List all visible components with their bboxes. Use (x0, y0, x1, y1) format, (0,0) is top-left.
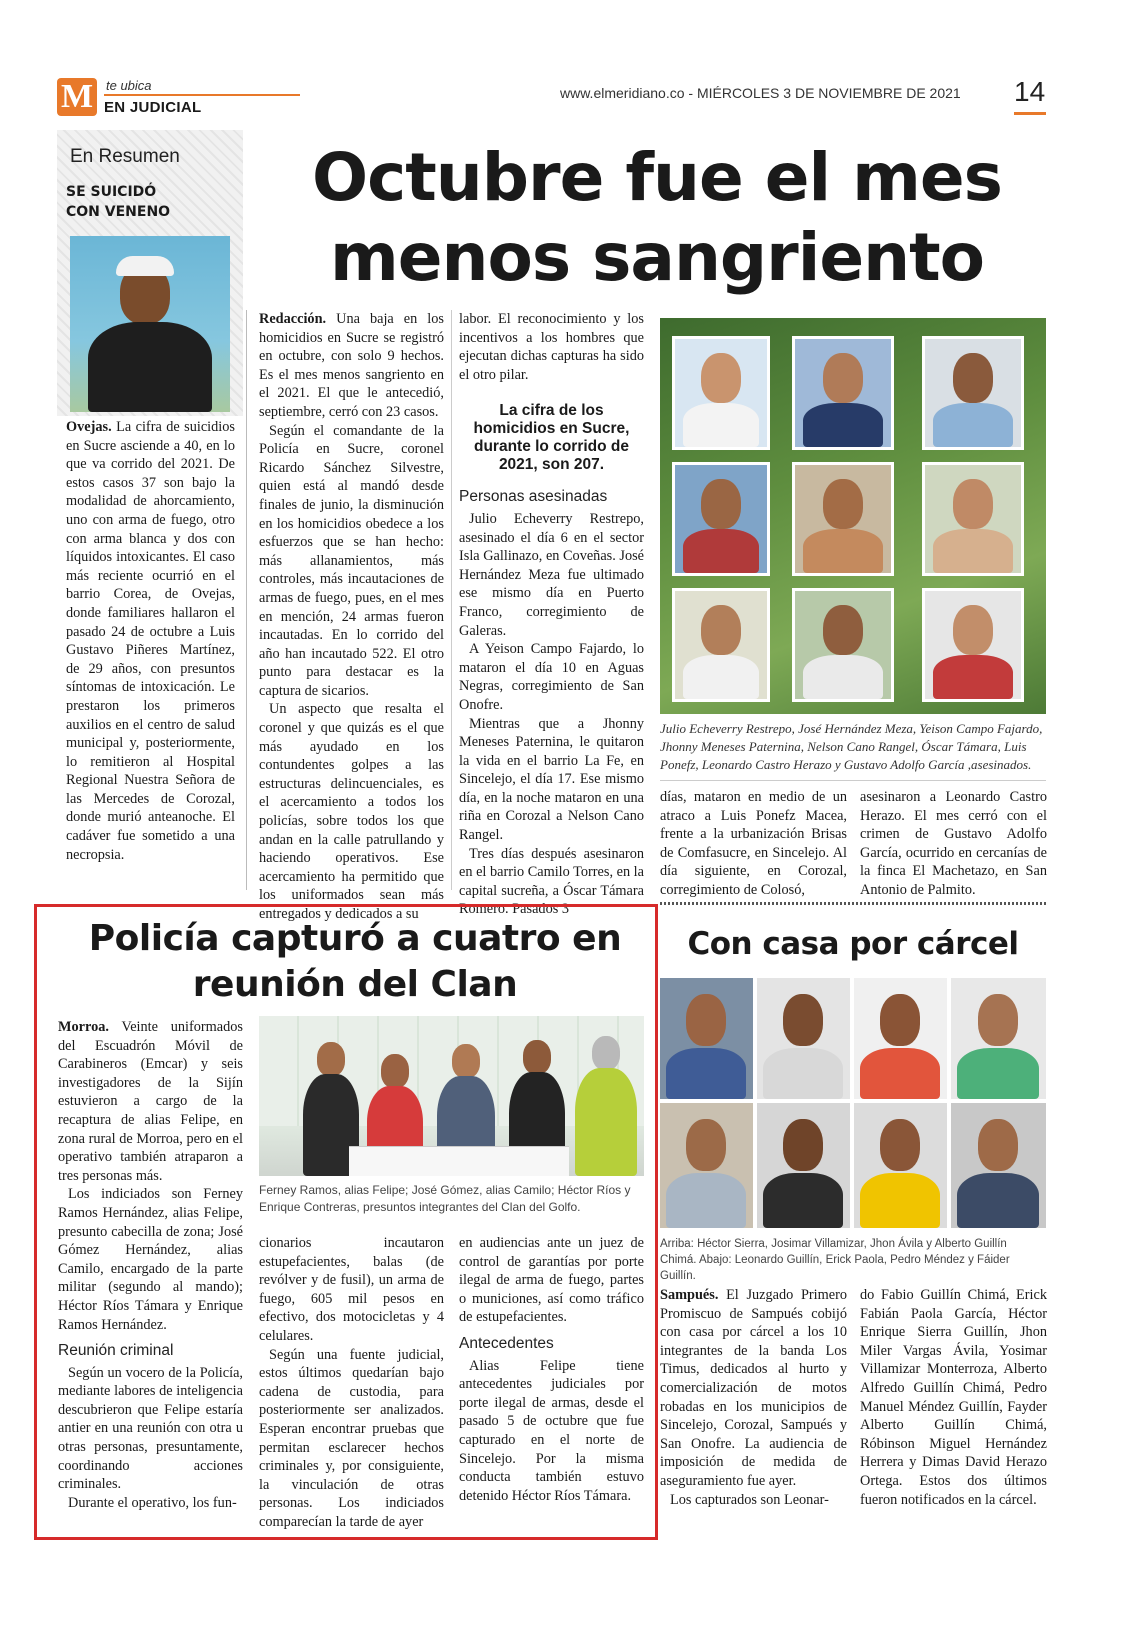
victim-photo (792, 462, 894, 576)
clan-col2-p1: cionarios incautaron estupefacientes, balas (de revólver y de fusil), un arma de fuego, 605 mil pesos en efectivo, dos motocicletas y 4 celulares. (259, 1235, 444, 1344)
victim-photo (922, 462, 1024, 576)
casa-caption: Arriba: Héctor Sierra, Josimar Villamizar, Jhon Ávila y Alberto Guillín Chimá. Abajo: Leonardo Guillín, Erick Paola, Pedro Méndez y Fáider Guillín. (660, 1238, 1010, 1282)
victim-photo (922, 336, 1024, 450)
clan-col3 (459, 1234, 644, 1505)
victims-caption: Julio Echeverry Restrepo, José Hernández Meza, Yeison Campo Fajardo, Jhonny Meneses Paternina, Nelson Cano Rangel, Óscar Támara, Luis Ponefz, Leonardo Castro Herazo y Gustavo Adolfo García ,asesinados. (660, 721, 1043, 772)
sidebar-lead: Ovejas. (66, 419, 112, 435)
main-col2-p5: Tres días después asesinaron en el barrio Camilo Torres, en la capital sucreña, a Óscar Támara Romero. Pasados 3 (459, 845, 644, 918)
victim-photo (672, 336, 770, 450)
clan-col1 (58, 1018, 243, 1512)
caption-rule (660, 780, 1046, 781)
victim-photo (792, 588, 894, 702)
victim-photo (792, 336, 894, 450)
section-separator (660, 902, 1046, 905)
clan-col1-p1: Veinte uniformados del Escuadrón Móvil de Carabineros (Emcar) y seis investigadores de la Sijín estuvieron a cargo de la recaptura de alias Felipe, en zona rural de Morroa, pero en el operativo también atraparon a tres personas más. (58, 1019, 243, 1184)
clan-caption: Ferney Ramos, alias Felipe; José Gómez, alias Camilo; Héctor Ríos y Enrique Contreras, presuntos integrantes del Clan del Golfo. (259, 1183, 631, 1214)
main-col2-p2: Julio Echeverry Restrepo, asesinado el día 6 en el sector Isla Gallinazo, en Coveñas. José Hernández Meza fue ultimado ese mismo día en Puerto Franco, corregimiento de Galeras. (459, 510, 645, 639)
cap (116, 256, 174, 276)
sidebar-title: En Resumen (70, 146, 180, 167)
main-col3 (660, 788, 847, 900)
main-headline: Octubre fue el mes menos sangriento (312, 139, 1002, 296)
main-col4 (860, 788, 1047, 900)
person-shirt (88, 322, 212, 412)
casa-headline: Con casa por cárcel (687, 926, 1019, 962)
casa-col2-text: do Fabio Guillín Chimá, Erick Fabián Paola García, Héctor Enrique Sierra Guillín, Jhon Miler Vargas Ávila, Yosimar Villamizar Monterroza, Alberto Alfredo Guillín Chimá, Pedro Manuel Méndez Guillín, Fayder Alberto Guillín Chimá, Róbinson Miguel Hernández Herrera y Dimas David Herazo Ortega. Estos dos últimos fueron notificados en la cárcel. (860, 1287, 1047, 1508)
main-col1 (259, 310, 444, 924)
subhead-personas: Personas asesinadas (459, 488, 608, 506)
clan-col1-p3: Según un vocero de la Policía, mediante labores de inteligencia descubrieron que Felipe estaría antier en una reunión con otra u otras personas, presuntamente, coordinando acciones criminales. (58, 1364, 243, 1493)
clan-lead: Morroa. (58, 1019, 109, 1035)
police-officer (575, 1036, 637, 1176)
victim-photo (922, 588, 1024, 702)
clan-col3-p2: Alias Felipe tiene antecedentes judiciales por porte ilegal de armas, desde el pasado 5 de octubre que fue capturado en el norte de Sincelejo. Por la misma conducta también estuvo detenido Héctor Ríos Támara. (459, 1357, 644, 1504)
clan-headline: Policía capturó a cuatro en reunión del Clan (88, 918, 622, 1005)
main-col1-p1: Una baja en los homicidios en Sucre se registró en octubre, con solo 9 hechos. Es el mes menos sangriento en el 2021. El que le antecedió, septiembre, cerró con 23 casos. (259, 311, 444, 420)
subhead-reunion: Reunión criminal (58, 1342, 174, 1360)
page-number-rule (1014, 112, 1046, 115)
sidebar-body: La cifra de suicidios en Sucre asciende a 40, en lo que va corrido del 2021. De estos casos 37 son bajo la modalidad de ahorcamiento, uno con arma de fuego, otro con arma blanca y dos con líquidos intoxicantes. El caso más reciente ocurrió en el barrio Corea, de Ovejas, donde familiares hallaron el pasado 24 de octubre a Luis Gustavo Piñeres Martínez, de 29 años, con presuntos síntomas de intoxicación. Le prestaron los primeros auxilios en el centro de salud municipal y, posteriormente, lo remitieron al Hospital Regional Nuestra Señora de las Mercedes de Corozal, donde murió anteanoche. El cadáver fue sometido a una necropsia. (66, 419, 235, 863)
site-date: www.elmeridiano.co - MIÉRCOLES 3 DE NOVIEMBRE DE 2021 (560, 85, 961, 101)
casa-photo-grid (660, 978, 1046, 1228)
mugshot (660, 978, 753, 1099)
clan-photo (259, 1016, 644, 1176)
main-col2-p3: A Yeison Campo Fajardo, lo mataron el día 10 en Aguas Negras, corregimiento de San Onofre. (459, 641, 644, 713)
section-label: EN JUDICIAL (104, 99, 202, 116)
mugshot (660, 1103, 753, 1228)
clan-col2-p2: Según una fuente judicial, estos últimos quedarían bajo cadena de custodia, para posteriormente ser analizados. Esperan encontrar pruebas que permitan esclarecer hechos criminales y, por consiguiente, la vinculación de otras personas. Los indiciados comparecían la tarde de ayer (259, 1346, 444, 1530)
main-col3-text: días, mataron en medio de un atraco a Luis Ponefz Macea, frente a la urbanización Brisas de Comfasucre, en Sincelejo. Al día siguiente, en Corozal, corregimiento de Colosó, (660, 789, 847, 898)
logo-letter: M (60, 78, 94, 115)
victims-photo-collage (660, 318, 1046, 714)
casa-col1 (660, 1286, 847, 1509)
mugshot (951, 978, 1046, 1099)
subhead-antecedentes: Antecedentes (459, 1334, 554, 1352)
main-col2-p1: labor. El reconocimiento y los incentivos a los hombres que ejecutan dichas capturas ha sido el otro pilar. (459, 311, 644, 383)
mugshot (854, 978, 947, 1099)
logo (57, 78, 97, 116)
sidebar-divider (246, 310, 247, 890)
main-col4-text: asesinaron a Leonardo Castro Herazo. El mes cerró con el crimen de Gustavo Adolfo García, ocurrido en cercanías de la finca El Machetazo, en San Antonio de Palmito. (860, 789, 1047, 898)
casa-col2 (860, 1286, 1047, 1509)
casa-col1-p1: El Juzgado Primero Promiscuo de Sampués cobijó con casa por cárcel a los 10 integrantes de la banda Los Timus, dedicados al hurto y comercialización de motos robadas en los municipios de Sincelejo, Corozal, Sampués y San Onofre. La audiencia de imposición de medida de aseguramiento fue ayer. (660, 1287, 848, 1489)
clan-col1-p4: Durante el operativo, los fun- (68, 1494, 237, 1511)
evidence-table (349, 1146, 569, 1176)
victim-photo (672, 588, 770, 702)
main-col2-p4: Mientras que a Jhonny Meneses Paternina, le quitaron la vida en el barrio La Fe, en Sincelejo, el día 17. Ese mismo día, en la noche mataron en una riña en Corozal a Nelson Cano Rangel. (459, 715, 644, 844)
main-lead: Redacción. (259, 311, 327, 327)
section-small: te ubica (106, 78, 152, 93)
col-divider (451, 310, 452, 890)
main-col1-p2: Según el comandante de la Policía en Sucre, coronel Ricardo Sánchez Silvestre, quien está al mandó desde finales de junio, la disminución en los homicidios obedece a los esfuerzos que se han hecho: más allanamientos, más controles, más incautaciones de armas de fuego, pues, en el mes en mención, 24 armas fueron incautadas. En lo corrido del año han incautado 522. El otro punto para destacar es la captura de sicarios. (259, 422, 444, 699)
mugshot (951, 1103, 1046, 1228)
sidebar-headline: SE SUICIDÓ CON VENENO (66, 184, 171, 220)
mugshot (854, 1103, 947, 1228)
mugshot (757, 978, 850, 1099)
clan-col3-p1: en audiencias ante un juez de control de garantías por porte ilegal de arma de fuego, partes o municiones, así como tráfico de estupefacientes. (459, 1235, 644, 1326)
casa-col1-p2: Los capturados son Leonar- (670, 1491, 829, 1508)
victim-photo (672, 462, 770, 576)
casa-lead: Sampués. (660, 1287, 719, 1303)
sidebar-photo (70, 236, 230, 412)
mugshot (757, 1103, 850, 1228)
main-col1-p3: Un aspecto que resalta el coronel y que quizás es el que más ayudado en los contundentes golpes a las estructuras delincuenciales, es el acercamiento a todos los policías, sobre todos los que andan en la calle patrullando y haciendo operativos. Ese acercamiento ha permitido que los uniformados sean más entregados y dedicados a su (259, 701, 444, 922)
clan-col2 (259, 1234, 444, 1532)
main-col2 (459, 310, 644, 919)
pullquote: La cifra de los homicidios en Sucre, durante lo corrido de 2021, son 207. (473, 402, 630, 474)
section-rule (104, 94, 300, 96)
clan-col1-p2: Los indiciados son Ferney Ramos Hernández, alias Felipe, presunto cabecilla de zona; José Gómez Hernández, alias Camilo, encargado de la parte militar (segundo al mando); Héctor Ríos Támara y Enrique Ramos Hernández. (58, 1186, 243, 1333)
page-number: 14 (1014, 76, 1046, 107)
sidebar-text (66, 418, 235, 864)
